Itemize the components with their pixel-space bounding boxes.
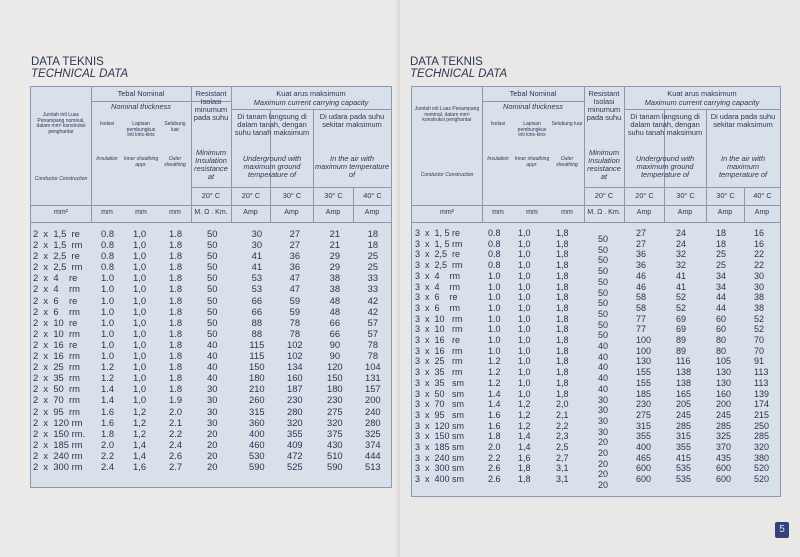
ground-header-en: Underground with maximum ground temperature of [242,154,302,179]
current-header: Kuat arus maksimum [667,89,737,98]
inner-sheath-header-en: Inner sheathing appr. [514,156,550,168]
conductor-header: Jumlah inti Luas Penampang nominal, dalam mm² konstruksi penghantar [36,112,86,135]
column-air-40: 16 16 22 22 30 30 38 38 52 52 70 70 91 113 113 139 174 215 250 285 320 380 520 520 [754,228,770,485]
temp-ground-20: 20° C [241,191,261,200]
current-header: Kuat arus maksimum [276,89,346,98]
right-page [400,0,800,557]
ground-header: Di tanam langsung di dalam tanah, dengan suhu tanah maksimum [234,112,310,137]
unit-a40: Amp [364,209,380,216]
column-construction: 3 x 1, 5 re 3 x 1, 5 rm 3 x 2,5 re 3 x 2,5 rm 3 x 4 rm 3 x 4 rm 3 x 6 re 3 x 6 rm 3 x 10 rm 3 x 10 rm 3 x 16 re 3 x 16 rm 3 x 25 rm 3 x 35 rm 3 x 35 sm 3 x 50 sm 3 x 70 sm 3 x 95 sm 3 x 120 sm 3 x 150 sm 3 x 185 sm 3 x 240 sm 3 x 300 sm 3 x 400 sm [415,228,465,485]
technical-data-table [30,86,392,488]
temp-ground-30: 30° C [676,191,695,200]
column-air-40: 18 18 25 25 33 33 42 42 57 57 78 78 104 131 157 200 240 280 325 374 444 513 [365,228,381,472]
column-ground-30: 27 27 36 36 47 47 59 59 78 78 102 102 134 160 187 230 280 320 355 409 472 525 [287,228,303,472]
column-air-30: 21 21 29 29 38 38 48 48 66 66 90 90 120 150 180 230 275 320 375 430 510 590 [327,228,343,472]
temp-ground-30: 30° C [282,191,302,200]
units-row [412,209,780,221]
thickness-header: Tebal Nominal [509,89,557,98]
column-resistance: 50 50 50 50 50 50 50 50 50 50 40 40 40 40 40 30 30 30 30 20 20 20 20 20 [598,234,609,491]
air-header-en: In the air with maximum temperature of [718,154,768,179]
resistance-temp: 20° C [594,191,614,200]
insulation-header-en: Insulation [96,156,118,162]
page-title [31,56,128,80]
inner-sheath-header: Lapisan pembungkus inti kiris-kiris [126,121,156,139]
conductor-header: Jumlah inti Luas Penampang nominal, dalam mm² konstruksi penghantar [414,106,480,124]
inner-sheath-header-en: Inner sheathing appr. [123,156,159,168]
outer-sheath-header-en: Outer sheathing [164,156,186,168]
temp-ground-20: 20° C [635,191,654,200]
current-header-en: Maximum current carrying capacity [253,98,369,107]
temp-air-30: 30° C [716,191,735,200]
column-outer-sheath: 1,8 1,8 1,8 1,8 1,8 1,8 1,8 1,8 1,8 1,8 1,8 1,8 1,8 1,8 1,8 1,8 2,0 2,1 2,2 2,3 2,5 2,7 3,1 3,1 [556,228,569,485]
ground-header: Di tanam langsung di dalam tanah, dengan suhu tanah maksimum [627,112,703,137]
temp-air-40: 40° C [753,191,772,200]
unit-construction: mm² [440,209,454,216]
column-inner-sheath: 1,0 1,0 1,0 1,0 1,0 1,0 1,0 1,0 1,0 1,0 1,0 1,0 1,0 1,0 1,0 1,0 1,2 1,2 1,2 1,4 1,4 1,6 [133,228,147,472]
unit-insulation: mm [492,209,504,216]
conductor-header-en: Conductor Construction [34,176,88,182]
ground-header-en: Underground with maximum ground temperature of [635,154,695,179]
unit-construction: mm² [54,209,68,216]
thickness-header-en: Nominal thickness [111,102,171,111]
unit-a30: Amp [717,209,733,216]
unit-a40: Amp [754,209,770,216]
unit-resistance: M. Ω . Km. [587,209,621,216]
column-insulation: 0.8 0.8 0.8 0.8 1.0 1.0 1.0 1.0 1.0 1.0 1.0 1.0 1.2 1.2 1.2 1.4 1.4 1.6 1.6 1.8 2.0 2.2 2.6 2.6 [488,228,501,485]
outer-sheath-header: Selubung luar [551,121,583,127]
thickness-header-en: Nominal thickness [503,102,563,111]
column-ground-20: 27 27 36 36 46 46 58 58 77 77 100 100 130 155 155 185 230 275 315 355 400 465 600 600 [636,228,652,485]
column-inner-sheath: 1,0 1,0 1,0 1,0 1,0 1,0 1,0 1,0 1,0 1,0 1,0 1,0 1,0 1,0 1,0 1,0 1,2 1,2 1,2 1,4 1,4 1,6 1,8 1,8 [518,228,531,485]
insulation-header: Isolasi [490,121,506,127]
column-ground-30: 24 24 32 32 41 41 52 52 69 69 89 89 116 138 138 165 205 245 285 315 355 415 535 535 [676,228,692,485]
conductor-header-en: Conductor Construction [420,172,474,178]
unit-insulation: mm [101,209,113,216]
air-header: Di udara pada suhu sekitar maksimum [710,112,776,129]
unit-g20: Amp [243,209,258,216]
resistance-header-en: Minimum Insulation resistance at [587,148,621,181]
outer-sheath-header-en: Outer sheathing [556,156,578,168]
unit-g20: Amp [636,209,652,216]
current-header-en: Maximum current carrying capacity [644,98,760,107]
unit-outer: mm [561,209,573,216]
resistance-header: Resistant Isolasi minumum pada suhu [193,89,229,122]
insulation-header-en: Insulation [487,156,509,162]
column-insulation: 0.8 0.8 0.8 0.8 1.0 1.0 1.0 1.0 1.0 1.0 1.0 1.0 1.2 1.2 1.4 1.4 1.6 1.6 1.8 2.0 2.2 2.4 [101,228,115,472]
title-indonesian: DATA TEKNIS [31,56,104,68]
column-ground-20: 30 30 41 41 53 53 66 66 88 88 115 115 150 180 210 260 315 360 400 460 530 590 [249,228,265,472]
outer-sheath-header: Selubung luar [164,121,186,133]
temp-air-40: 40° C [363,191,382,200]
unit-g30: Amp [677,209,693,216]
unit-g30: Amp [284,209,299,216]
thickness-header: Tebal Nominal [117,89,165,98]
unit-inner: mm [135,209,147,216]
unit-resistance: M. Ω . Km. [194,209,228,216]
resistance-header: Resistant Isolasi minumum pada suhu [586,89,622,122]
title-english: TECHNICAL DATA [410,68,508,80]
units-row [31,209,391,221]
column-outer-sheath: 1.8 1.8 1.8 1.8 1.8 1.8 1.8 1.8 1.8 1.8 1.8 1.8 1.8 1.8 1.8 1.9 2.0 2.1 2.2 2.4 2.6 2.7 [169,228,183,472]
column-resistance: 50 50 50 50 50 50 50 50 50 50 40 40 40 40 30 30 30 30 20 20 20 20 [207,228,218,472]
page-title-right [410,56,507,80]
inner-sheath-header: Lapisan pembungkus inti kiris-kiris [517,121,547,139]
column-construction: 2 x 1,5 re 2 x 1,5 rm 2 x 2,5 re 2 x 2,5 rm 2 x 4 re 2 x 4 rm 2 x 6 re 2 x 6 rm 2 x 10 re 2 x 10 rm 2 x 16 re 2 x 16 rm 2 x 25 rm 2 x 35 rm 2 x 50 rm 2 x 70 rm 2 x 95 rm 2 x 120 rm 2 x 150 rm. 2 x 185 rm 2 x 240 rm 2 x 300 rm [33,228,86,472]
title-english: TECHNICAL DATA [31,68,129,80]
unit-inner: mm [526,209,538,216]
page-number-badge: 5 [775,522,789,538]
air-header-en: In the air with maximum temperature of [315,154,389,179]
column-air-30: 18 18 25 25 34 34 44 44 60 60 80 80 105 130 130 160 200 245 285 325 370 435 600 600 [716,228,732,485]
resistance-temp: 20° C [201,191,221,200]
resistance-header-en: Minimum Insulation resistance at [194,148,228,181]
insulation-header: Isolasi [99,121,115,127]
unit-outer: mm [169,209,181,216]
title-indonesian: DATA TEKNIS [410,56,483,68]
temp-air-30: 30° C [324,191,343,200]
air-header: Di udara pada suhu sekitar maksimum [319,112,385,129]
unit-a30: Amp [325,209,341,216]
technical-data-table-right [411,86,781,497]
